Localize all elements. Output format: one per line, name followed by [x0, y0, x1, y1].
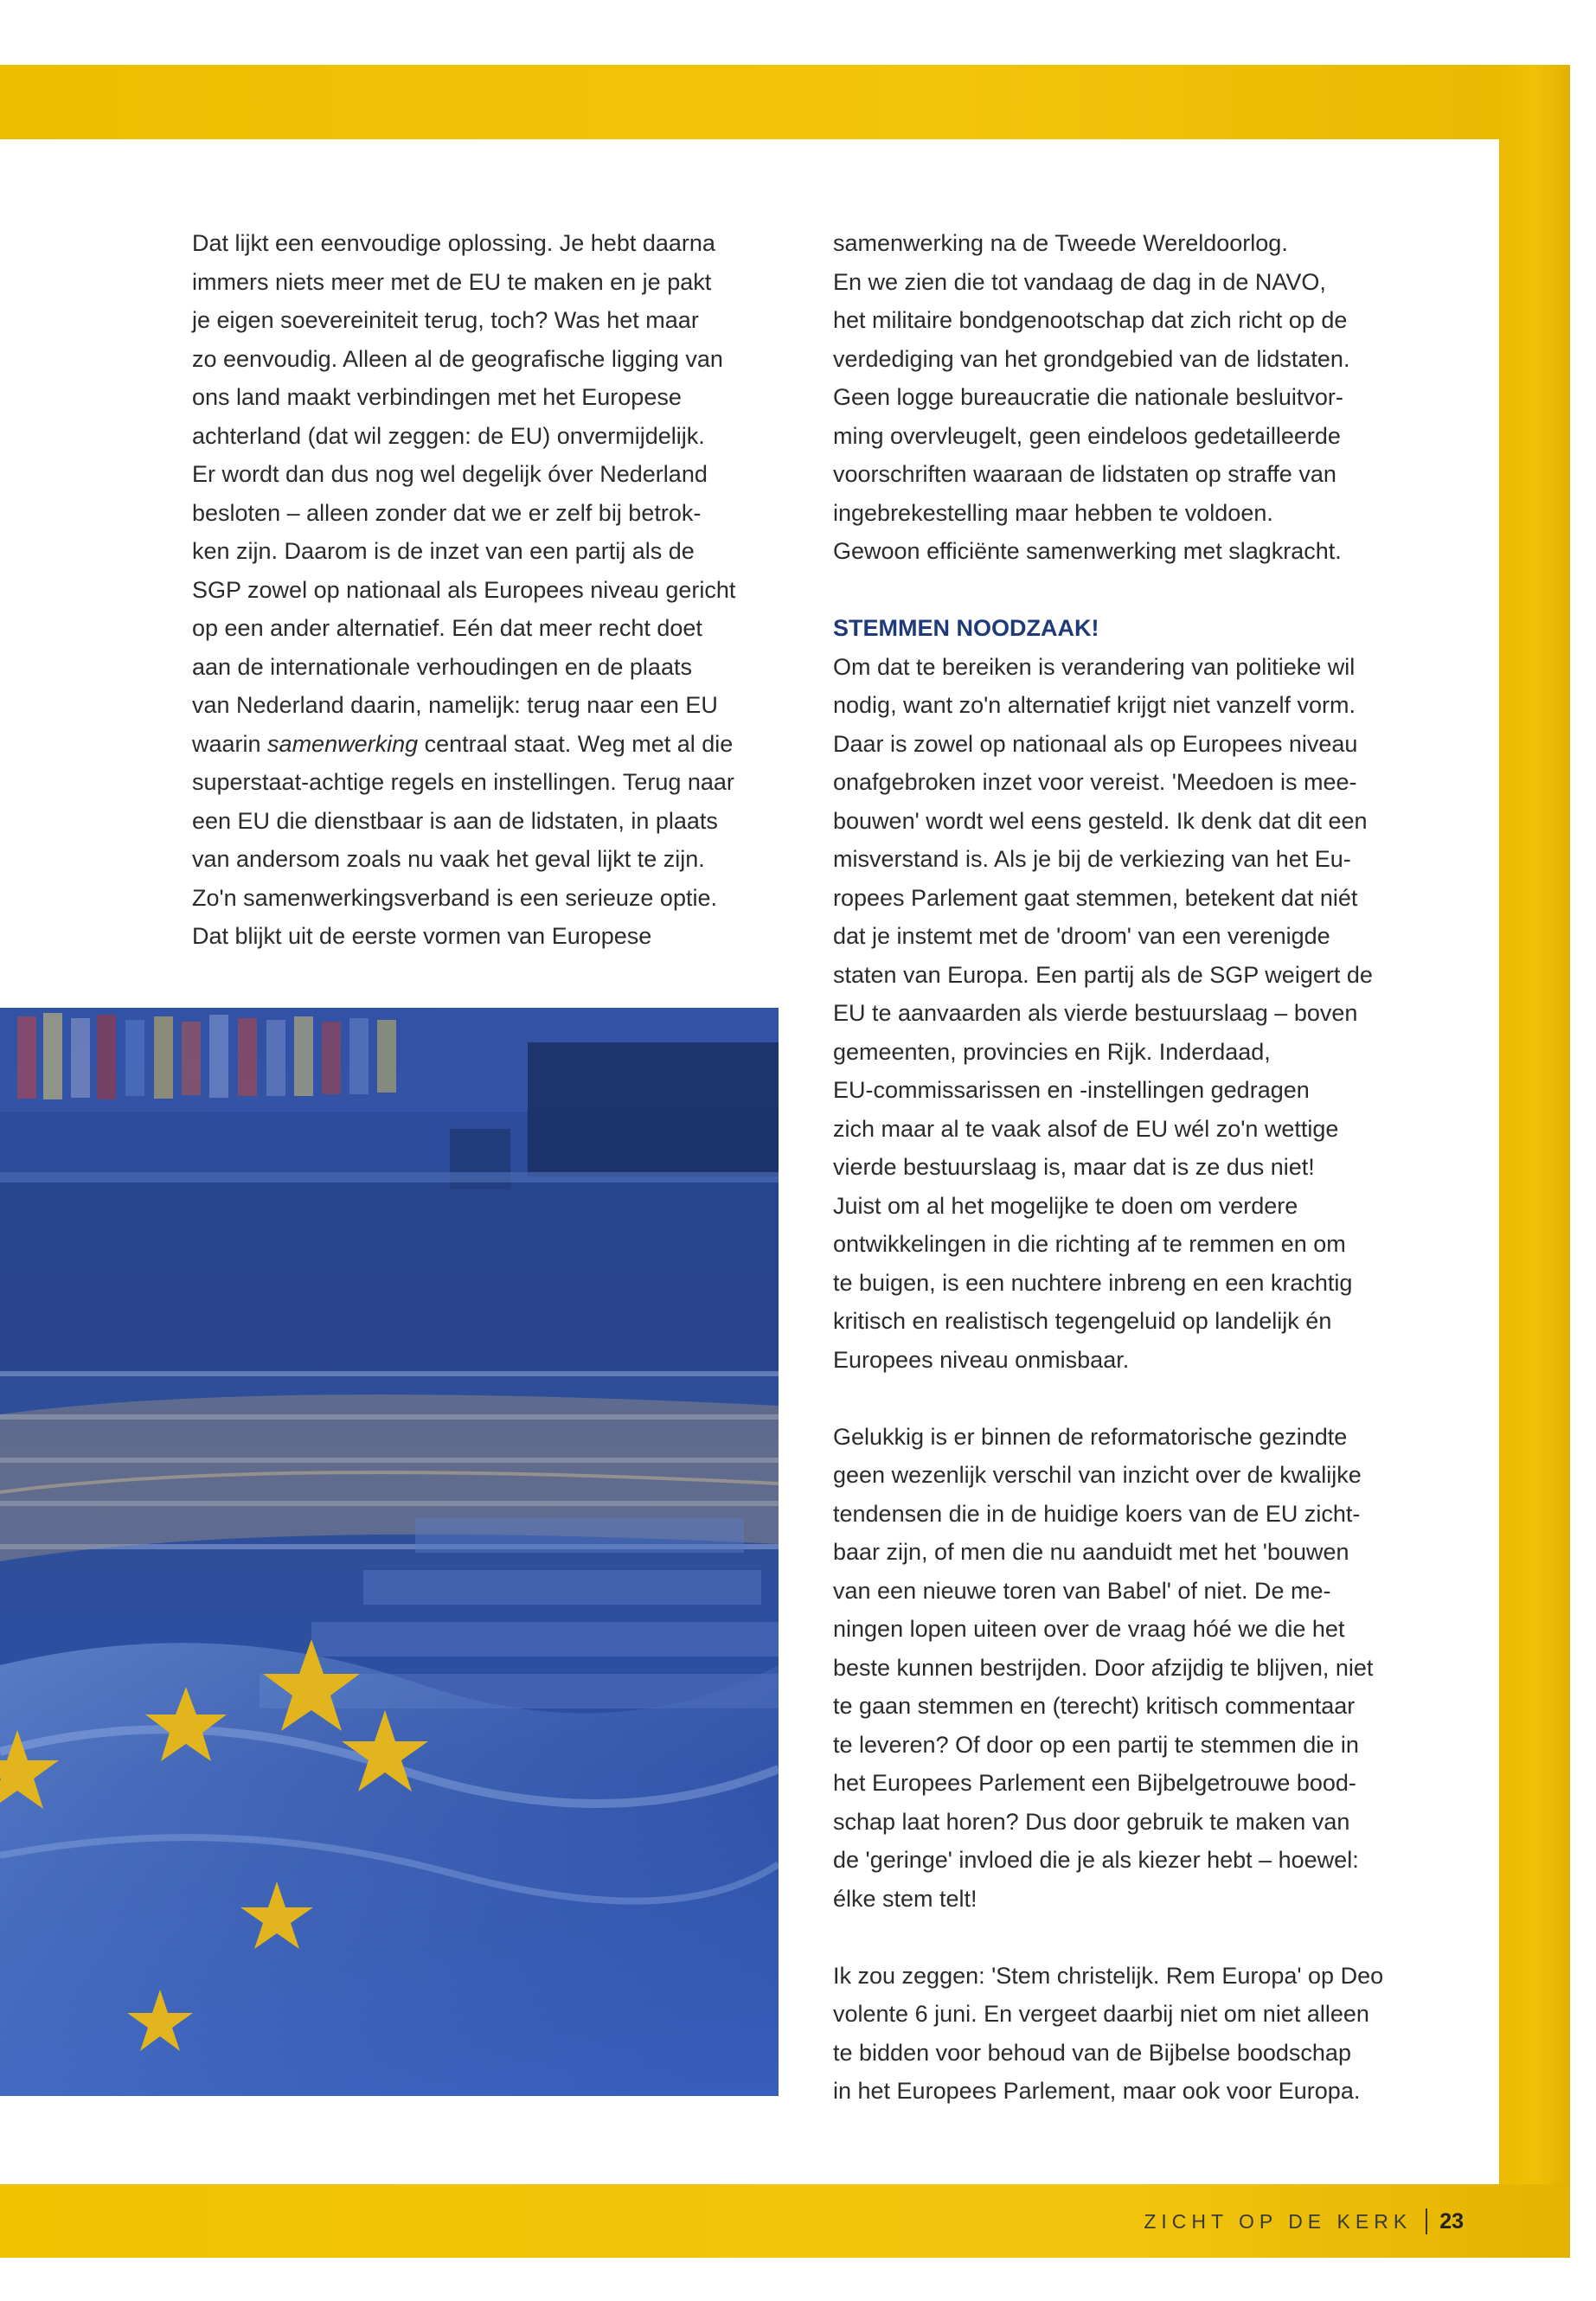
text-line: de 'geringe' invloed die je als kiezer hebt – hoewel: — [833, 1847, 1359, 1873]
text-line: gemeenten, provincies en Rijk. Inderdaad, — [833, 1038, 1271, 1065]
text-line: een EU die dienstbaar is aan de lidstaten, in plaats — [192, 807, 718, 834]
text-line: het militaire bondgenootschap dat zich richt op de — [833, 307, 1348, 333]
text-line: van Nederland daarin, namelijk: terug naar een EU — [192, 692, 718, 718]
text-line: Geen logge bureaucratie die nationale besluitvor- — [833, 384, 1343, 410]
text-line: zich maar al te vaak alsof de EU wél zo'n wettige — [833, 1115, 1339, 1142]
text-line: Om dat te bereiken is verandering van politieke wil — [833, 653, 1356, 680]
text-line: nodig, want zo'n alternatief krijgt niet vanzelf vorm. — [833, 692, 1356, 718]
text-line: ningen lopen uiteen over de vraag hóé we die het — [833, 1616, 1345, 1642]
emphasis: samenwerking — [267, 730, 419, 757]
text-line: SGP zowel op nationaal als Europees niveau gericht — [192, 576, 736, 603]
text-line: EU te aanvaarden als vierde bestuurslaag – boven — [833, 1000, 1358, 1026]
text-line: bouwen' wordt wel eens gesteld. Ik denk dat dit een — [833, 807, 1368, 834]
text-line: schap laat horen? Dus door gebruik te maken van — [833, 1808, 1350, 1835]
text-line: onafgebroken inzet voor vereist. 'Meedoen is mee- — [833, 769, 1357, 795]
magazine-title: ZICHT OP DE KERK — [1144, 2209, 1413, 2233]
text-line: superstaat-achtige regels en instellingen. Terug naar — [192, 769, 734, 795]
text-line: voorschriften waaraan de lidstaten op straffe van — [833, 461, 1336, 487]
text-line: Juist om al het mogelijke te doen om verdere — [833, 1192, 1298, 1219]
footer-divider — [1426, 2208, 1427, 2234]
text-line: in het Europees Parlement, maar ook voor Europa. — [833, 2078, 1361, 2104]
text-line: te leveren? Of door op een partij te stemmen die in — [833, 1731, 1359, 1758]
text-line: vierde bestuurslaag is, maar dat is ze dus niet! — [833, 1154, 1315, 1180]
frame-right-bar — [1499, 65, 1570, 2258]
text-line: immers niets meer met de EU te maken en je pakt — [192, 268, 712, 295]
paragraph-2 — [833, 648, 1439, 1380]
text-line: verdediging van het grondgebied van de lidstaten. — [833, 345, 1350, 372]
page-number: 23 — [1439, 2208, 1464, 2234]
text-line: ming overvleugelt, geen eindeloos gedetailleerde — [833, 422, 1341, 449]
text-line: ons land maakt verbindingen met het Europese — [192, 384, 682, 410]
text-line: besloten – alleen zonder dat we er zelf bij betrok- — [192, 499, 702, 526]
text-line: élke stem telt! — [833, 1885, 977, 1912]
text-line: aan de internationale verhoudingen en de plaats — [192, 653, 692, 680]
text-line: ken zijn. Daarom is de inzet van een partij als de — [192, 538, 695, 564]
text-line: op een ander alternatief. Eén dat meer recht doet — [192, 615, 702, 641]
text-line: kritisch en realistisch tegengeluid op landelijk én — [833, 1308, 1332, 1334]
text-line: achterland (dat wil zeggen: de EU) onvermijdelijk. — [192, 422, 705, 449]
right-text-column — [833, 224, 1439, 2111]
left-text-column — [192, 224, 789, 956]
text-line: tendensen die in de huidige koers van de EU zicht- — [833, 1500, 1361, 1527]
page-footer — [1144, 2204, 1464, 2239]
text-line: En we zien die tot vandaag de dag in de NAVO, — [833, 268, 1326, 295]
text-line: Zo'n samenwerkingsverband is een serieuze optie. — [192, 884, 717, 911]
text-line: Ik zou zeggen: 'Stem christelijk. Rem Europa' op Deo — [833, 1962, 1384, 1989]
paragraph-4 — [833, 1957, 1439, 2111]
text-line: te bidden voor behoud van de Bijbelse boodschap — [833, 2039, 1351, 2066]
text-line: Dat blijkt uit de eerste vormen van Europese — [192, 923, 652, 949]
text-line: samenwerking na de Tweede Wereldoorlog. — [833, 230, 1288, 256]
paragraph-3 — [833, 1418, 1439, 1919]
european-parliament-photo — [0, 1008, 779, 2096]
text-line: Dat lijkt een eenvoudige oplossing. Je hebt daarna — [192, 230, 715, 256]
text-line: volente 6 juni. En vergeet daarbij niet om niet alleen — [833, 2001, 1369, 2027]
text-line: te gaan stemmen en (terecht) kritisch commentaar — [833, 1693, 1356, 1719]
text-line: ingebrekestelling maar hebben te voldoen. — [833, 499, 1273, 526]
text-line: ontwikkelingen in die richting af te remmen en om — [833, 1231, 1346, 1257]
text-line: te buigen, is een nuchtere inbreng en een krachtig — [833, 1269, 1353, 1296]
paragraph-1 — [833, 224, 1439, 571]
text-line: van andersom zoals nu vaak het geval lijkt te zijn. — [192, 846, 705, 872]
text-line: dat je instemt met de 'droom' van een verenigde — [833, 923, 1330, 949]
text-line: Daar is zowel op nationaal als op Europees niveau — [833, 730, 1358, 757]
text-line: beste kunnen bestrijden. Door afzijdig te blijven, niet — [833, 1654, 1374, 1681]
text-line: het Europees Parlement een Bijbelgetrouwe bood- — [833, 1770, 1356, 1796]
text-line: baar zijn, of men die nu aanduidt met het 'bouwen — [833, 1539, 1349, 1565]
text-line: ropees Parlement gaat stemmen, betekent dat niét — [833, 884, 1358, 911]
text-line: zo eenvoudig. Alleen al de geografische ligging van — [192, 345, 723, 372]
text-line: Europees niveau onmisbaar. — [833, 1346, 1130, 1373]
text-line: Gewoon efficiënte samenwerking met slagkracht. — [833, 538, 1342, 564]
text-line: misverstand is. Als je bij de verkiezing van het Eu- — [833, 846, 1351, 872]
section-heading: STEMMEN NOODZAAK! — [833, 615, 1099, 641]
text-line: van een nieuwe toren van Babel' of niet. De me- — [833, 1577, 1331, 1604]
text-line: Er wordt dan dus nog wel degelijk óver Nederland — [192, 461, 708, 487]
text-line: Gelukkig is er binnen de reformatorische gezindte — [833, 1423, 1348, 1450]
text-line: geen wezenlijk verschil van inzicht over de kwalijke — [833, 1462, 1362, 1488]
text-line: waarin samenwerking centraal staat. Weg met al die — [192, 730, 734, 757]
text-line: staten van Europa. Een partij als de SGP weigert de — [833, 961, 1373, 988]
text-line: je eigen soevereiniteit terug, toch? Was het maar — [192, 307, 699, 333]
text-line: EU-commissarissen en -instellingen gedragen — [833, 1077, 1310, 1103]
frame-top-bar — [0, 65, 1570, 139]
